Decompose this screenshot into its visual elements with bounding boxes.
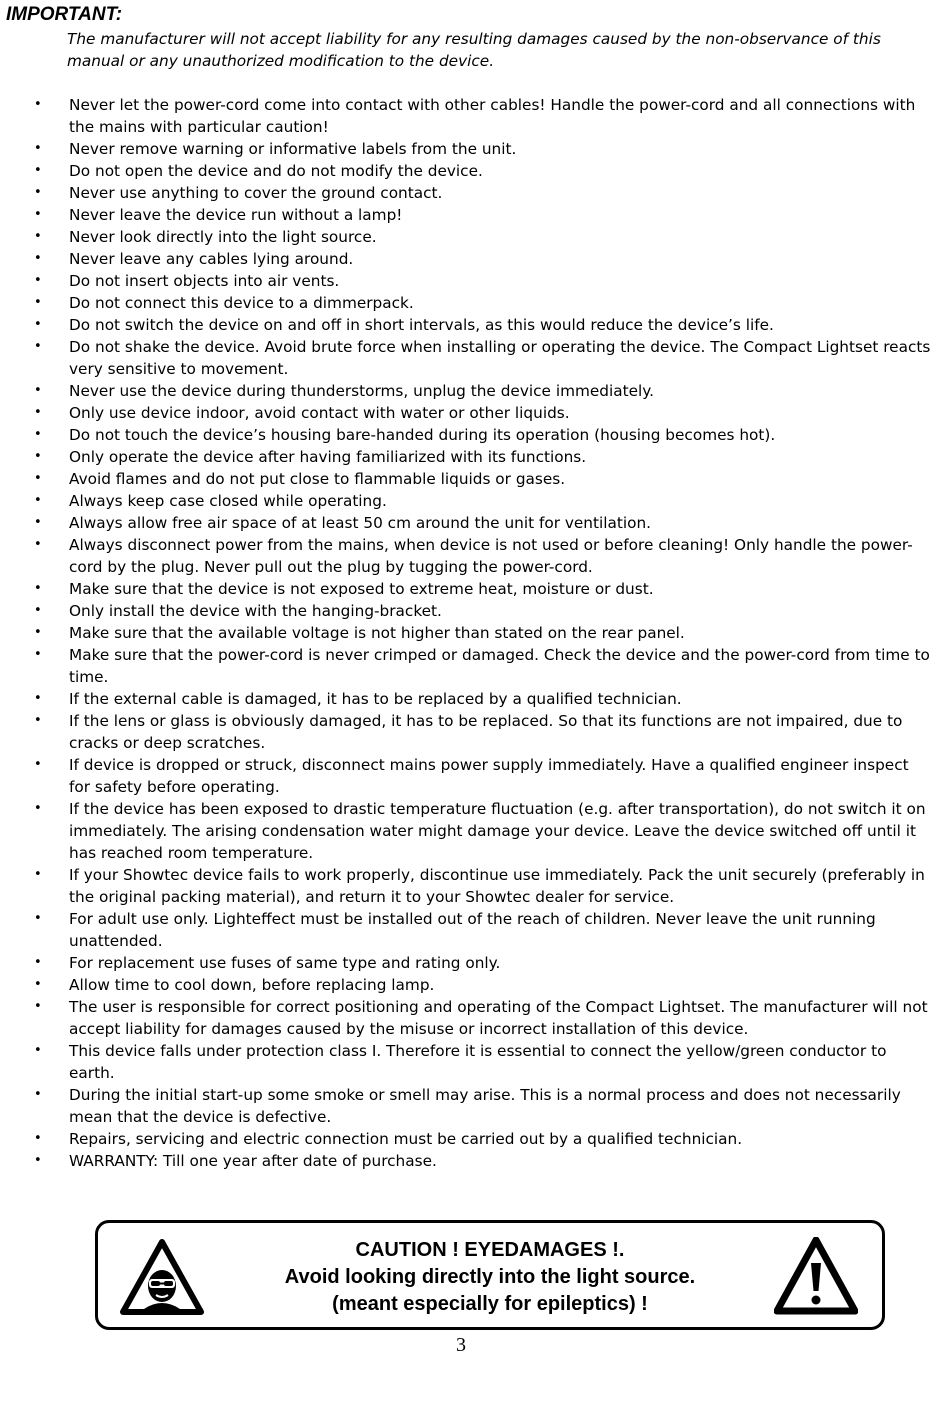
list-item (0, 578, 950, 600)
list-item-text: If device is dropped or struck, disconnect mains power supply immediately. Have a qualified engineer inspect for safety before operating. (69, 756, 909, 796)
list-item-text: Do not switch the device on and off in short intervals, as this would reduce the device’s life. (69, 316, 774, 334)
list-item-text: Only use device indoor, avoid contact with water or other liquids. (69, 404, 570, 422)
list-item (0, 380, 950, 402)
list-item (0, 864, 950, 908)
list-item (0, 336, 950, 380)
list-item-text: Only operate the device after having familiarized with its functions. (69, 448, 587, 466)
caution-box (95, 1220, 885, 1330)
list-item (0, 974, 950, 996)
list-item (0, 270, 950, 292)
list-item-text: Never leave the device run without a lamp! (69, 206, 403, 224)
list-item (0, 600, 950, 622)
list-item (0, 248, 950, 270)
page-number: 3 (456, 1334, 466, 1356)
list-item (0, 798, 950, 864)
caution-line-2: Avoid looking directly into the light source. (284, 1266, 696, 1288)
bullet-icon: • (34, 471, 42, 486)
bullet-icon: • (34, 383, 42, 398)
list-item (0, 996, 950, 1040)
list-item-text: Allow time to cool down, before replacing lamp. (69, 976, 435, 994)
list-item-text: Never let the power-cord come into contact with other cables! Handle the power-cord and all connections with the mains with particular caution! (69, 96, 916, 136)
bullet-icon: • (34, 955, 42, 970)
list-item (0, 1150, 950, 1172)
bullet-icon: • (34, 515, 42, 530)
caution-line-3: (meant especially for epileptics) ! (332, 1293, 648, 1315)
bullet-icon: • (34, 603, 42, 618)
bullet-icon: • (34, 581, 42, 596)
list-item (0, 468, 950, 490)
list-item-text: If the lens or glass is obviously damaged, it has to be replaced. So that its functions are not impaired, due to cracks or deep scratches. (69, 712, 903, 752)
important-heading: IMPORTANT: (6, 4, 123, 25)
list-item (0, 182, 950, 204)
list-item-text: Always keep case closed while operating. (69, 492, 387, 510)
list-item (0, 754, 950, 798)
caution-line-1: CAUTION ! EYEDAMAGES !. (355, 1239, 625, 1261)
list-item (0, 226, 950, 248)
list-item-text: This device falls under protection class I. Therefore it is essential to connect the yellow/green conductor to earth. (69, 1042, 887, 1082)
list-item-text: Never remove warning or informative labels from the unit. (69, 140, 517, 158)
list-item-text: Do not open the device and do not modify the device. (69, 162, 483, 180)
list-item (0, 908, 950, 952)
list-item (0, 1040, 950, 1084)
bullet-icon: • (34, 493, 42, 508)
bullet-icon: • (34, 625, 42, 640)
list-item-text: The user is responsible for correct positioning and operating of the Compact Lightset. The manufacturer will not accept liability for damages caused by the misuse or incorrect installation of this device. (69, 998, 928, 1038)
list-item-text: For adult use only. Lighteffect must be installed out of the reach of children. Never leave the unit running unattended. (69, 910, 876, 950)
list-item (0, 94, 950, 138)
list-item-text: Repairs, servicing and electric connection must be carried out by a qualified technician. (69, 1130, 743, 1148)
list-item (0, 644, 950, 688)
list-item-text: Always allow free air space of at least 50 cm around the unit for ventilation. (69, 514, 652, 532)
list-item-text: Do not touch the device’s housing bare-handed during its operation (housing becomes hot). (69, 426, 776, 444)
bullet-icon: • (34, 251, 42, 266)
bullet-icon: • (34, 141, 42, 156)
bullet-icon: • (34, 647, 42, 662)
bullet-icon: • (34, 163, 42, 178)
bullet-icon: • (34, 207, 42, 222)
bullet-icon: • (34, 537, 42, 552)
bullet-icon: • (34, 97, 42, 112)
list-item (0, 402, 950, 424)
bullet-icon: • (34, 339, 42, 354)
bullet-icon: • (34, 867, 42, 882)
list-item-text: Always disconnect power from the mains, when device is not used or before cleaning! Only handle the power-cord by the plug. Never pull out the plug by tugging the power-cord. (69, 536, 913, 576)
bullet-icon: • (34, 801, 42, 816)
list-item-text: Never use anything to cover the ground contact. (69, 184, 443, 202)
list-item (0, 292, 950, 314)
list-item (0, 952, 950, 974)
list-item-text: WARRANTY: Till one year after date of purchase. (69, 1152, 437, 1170)
list-item (0, 446, 950, 468)
list-item (0, 160, 950, 182)
liability-notice: The manufacturer will not accept liability for any resulting damages caused by the non-observance of this manual or any unauthorized modification to the device. (67, 30, 881, 70)
list-item-text: Do not connect this device to a dimmerpack. (69, 294, 414, 312)
list-item (0, 314, 950, 336)
caution-message (238, 1237, 742, 1318)
bullet-icon: • (34, 1153, 42, 1168)
bullet-icon: • (34, 295, 42, 310)
bullet-icon: • (34, 911, 42, 926)
bullet-icon: • (34, 229, 42, 244)
bullet-icon: • (34, 1043, 42, 1058)
list-item-text: If your Showtec device fails to work properly, discontinue use immediately. Pack the unit securely (preferably in the original packing material), and return it to your Showtec dealer for service. (69, 866, 925, 906)
exclamation-warning-icon (774, 1237, 858, 1315)
list-item (0, 622, 950, 644)
bullet-icon: • (34, 449, 42, 464)
list-item-text: For replacement use fuses of same type and rating only. (69, 954, 501, 972)
bullet-icon: • (34, 1087, 42, 1102)
list-item-text: Never use the device during thunderstorms, unplug the device immediately. (69, 382, 655, 400)
list-item (0, 138, 950, 160)
list-item (0, 1084, 950, 1128)
list-item (0, 710, 950, 754)
eye-protection-warning-icon (120, 1239, 204, 1315)
bullet-icon: • (34, 185, 42, 200)
list-item-text: During the initial start-up some smoke or smell may arise. This is a normal process and does not necessarily mean that the device is defective. (69, 1086, 901, 1126)
list-item-text: Avoid flames and do not put close to flammable liquids or gases. (69, 470, 566, 488)
list-item-text: If the device has been exposed to drastic temperature fluctuation (e.g. after transportation), do not switch it on immediately. The arising condensation water might damage your device. Leave the device switched off until it has reached room temperature. (69, 800, 926, 862)
safety-instructions-list (0, 94, 950, 1172)
list-item-text: Never look directly into the light source. (69, 228, 377, 246)
list-item-text: Do not shake the device. Avoid brute force when installing or operating the device. The Compact Lightset reacts very sensitive to movement. (69, 338, 931, 378)
list-item-text: Do not insert objects into air vents. (69, 272, 340, 290)
list-item (0, 688, 950, 710)
list-item (0, 534, 950, 578)
list-item-text: Never leave any cables lying around. (69, 250, 354, 268)
list-item (0, 1128, 950, 1150)
bullet-icon: • (34, 999, 42, 1014)
list-item (0, 424, 950, 446)
bullet-icon: • (34, 405, 42, 420)
bullet-icon: • (34, 317, 42, 332)
bullet-icon: • (34, 757, 42, 772)
bullet-icon: • (34, 691, 42, 706)
list-item-text: Make sure that the available voltage is not higher than stated on the rear panel. (69, 624, 685, 642)
bullet-icon: • (34, 977, 42, 992)
bullet-icon: • (34, 713, 42, 728)
bullet-icon: • (34, 1131, 42, 1146)
bullet-icon: • (34, 273, 42, 288)
list-item (0, 490, 950, 512)
list-item-text: Make sure that the power-cord is never crimped or damaged. Check the device and the power-cord from time to time. (69, 646, 930, 686)
list-item (0, 512, 950, 534)
list-item-text: Only install the device with the hanging-bracket. (69, 602, 442, 620)
list-item-text: Make sure that the device is not exposed to extreme heat, moisture or dust. (69, 580, 654, 598)
list-item (0, 204, 950, 226)
list-item-text: If the external cable is damaged, it has to be replaced by a qualified technician. (69, 690, 682, 708)
bullet-icon: • (34, 427, 42, 442)
